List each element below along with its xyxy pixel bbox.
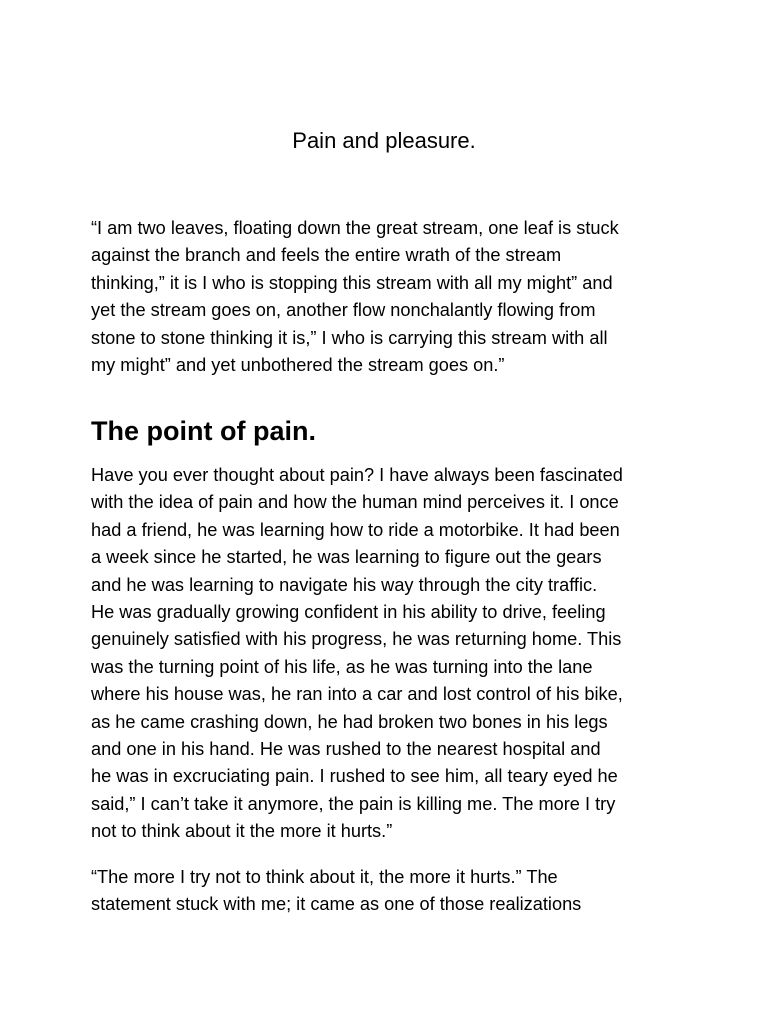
quote-line: stone to stone thinking it is,” I who is carrying this stream with all xyxy=(91,327,608,348)
quote-line: yet the stream goes on, another flow nonchalantly flowing from xyxy=(91,300,596,321)
paragraph-line: with the idea of pain and how the human mind perceives it. I once xyxy=(91,492,619,513)
paragraph-line: as he came crashing down, he had broken two bones in his legs xyxy=(91,711,608,732)
paragraph-line: and he was learning to navigate his way through the city traffic. xyxy=(91,574,598,595)
paragraph-line: Have you ever thought about pain? I have always been fascinated xyxy=(91,465,623,485)
paragraph-line: “The more I try not to think about it, the more it hurts.” The xyxy=(91,867,558,887)
paragraph-line: was the turning point of his life, as he was turning into the lane xyxy=(91,656,593,677)
quote-line: against the branch and feels the entire wrath of the stream xyxy=(91,245,562,266)
paragraph-line: He was gradually growing confident in his ability to drive, feeling xyxy=(91,602,606,623)
paragraph-line: he was in excruciating pain. I rushed to see him, all teary eyed he xyxy=(91,766,618,787)
paragraph-line: not to think about it the more it hurts.” xyxy=(91,821,393,842)
paragraph-line: a week since he started, he was learning to figure out the gears xyxy=(91,547,602,568)
paragraph-line: had a friend, he was learning how to ride a motorbike. It had been xyxy=(91,519,620,540)
paragraph-line: said,” I can’t take it anymore, the pain is killing me. The more I try xyxy=(91,793,616,814)
paragraph-1 xyxy=(91,462,691,846)
document-title: Pain and pleasure. xyxy=(292,128,476,153)
quote-line: thinking,” it is I who is stopping this stream with all my might” and xyxy=(91,272,613,293)
paragraph-2 xyxy=(91,864,691,919)
quote-line: “I am two leaves, floating down the great stream, one leaf is stuck xyxy=(91,218,619,238)
paragraph-line: where his house was, he ran into a car and lost control of his bike, xyxy=(91,684,623,705)
opening-quote xyxy=(91,215,691,379)
section-heading: The point of pain. xyxy=(91,416,316,446)
paragraph-line: and one in his hand. He was rushed to the nearest hospital and xyxy=(91,739,601,760)
paragraph-line: statement stuck with me; it came as one of those realizations xyxy=(91,894,582,915)
quote-line: my might” and yet unbothered the stream goes on.” xyxy=(91,355,505,376)
paragraph-line: genuinely satisfied with his progress, he was returning home. This xyxy=(91,629,622,650)
